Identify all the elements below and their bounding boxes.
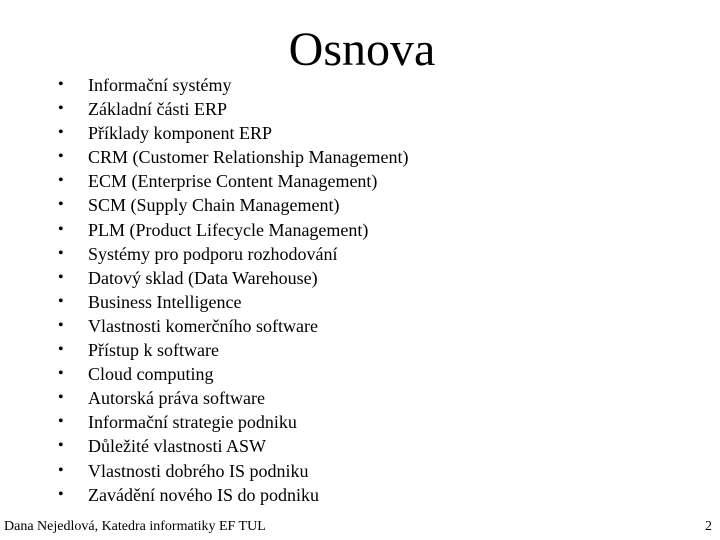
list-item-label: Autorská práva software bbox=[88, 388, 265, 409]
list-item-label: Příklady komponent ERP bbox=[88, 123, 272, 144]
bullet-dot-icon: • bbox=[58, 148, 64, 166]
list-item-label: Vlastnosti dobrého IS podniku bbox=[88, 460, 309, 481]
list-item-label: Informační systémy bbox=[88, 75, 232, 95]
list-item-label: Datový sklad (Data Warehouse) bbox=[88, 267, 318, 288]
footer-author: Dana Nejedlová, Katedra informatiky EF TUL bbox=[4, 519, 266, 534]
bullet-dot-icon: • bbox=[58, 365, 64, 383]
bullet-dot-icon: • bbox=[58, 172, 64, 190]
bullet-dot-icon: • bbox=[58, 124, 64, 142]
list-item bbox=[58, 97, 408, 121]
list-item bbox=[58, 266, 408, 290]
list-item bbox=[58, 145, 408, 169]
list-item-label: PLM (Product Lifecycle Management) bbox=[88, 219, 369, 240]
list-item-label: Základní části ERP bbox=[88, 99, 227, 120]
list-item-label: SCM (Supply Chain Management) bbox=[88, 195, 340, 216]
bullet-dot-icon: • bbox=[58, 76, 64, 93]
list-item bbox=[58, 483, 408, 507]
bullet-dot-icon: • bbox=[58, 244, 64, 262]
list-item-label: Vlastnosti komerčního software bbox=[88, 315, 318, 336]
slide-title-text: Osnova bbox=[288, 23, 436, 76]
bullet-dot-icon: • bbox=[58, 220, 64, 238]
bullet-dot-icon: • bbox=[58, 292, 64, 310]
list-item bbox=[58, 290, 408, 314]
bullet-list bbox=[58, 73, 408, 507]
list-item bbox=[58, 242, 408, 266]
list-item bbox=[58, 386, 408, 410]
bullet-dot-icon: • bbox=[58, 461, 64, 479]
list-item-label: Přístup k software bbox=[88, 340, 219, 361]
bullet-dot-icon: • bbox=[58, 341, 64, 359]
list-item bbox=[58, 314, 408, 338]
page-number: 2 bbox=[705, 519, 712, 534]
list-item-label: CRM (Customer Relationship Management) bbox=[88, 147, 409, 168]
list-item bbox=[58, 434, 408, 458]
list-item bbox=[58, 169, 408, 193]
slide-title bbox=[0, 22, 720, 78]
list-item-label: Informační strategie podniku bbox=[88, 412, 297, 433]
list-item bbox=[58, 193, 408, 217]
list-item-label: Business Intelligence bbox=[88, 291, 242, 312]
bullet-dot-icon: • bbox=[58, 100, 64, 118]
list-item-label: ECM (Enterprise Content Management) bbox=[88, 171, 378, 192]
list-item bbox=[58, 121, 408, 145]
list-item-label: Zavádění nového IS do podniku bbox=[88, 484, 319, 505]
list-item-label: Cloud computing bbox=[88, 364, 214, 385]
list-item-label: Systémy pro podporu rozhodování bbox=[88, 243, 338, 264]
bullet-dot-icon: • bbox=[58, 413, 64, 431]
bullet-dot-icon: • bbox=[58, 196, 64, 214]
list-item-label: Důležité vlastnosti ASW bbox=[88, 436, 266, 457]
bullet-dot-icon: • bbox=[58, 437, 64, 455]
list-item bbox=[58, 218, 408, 242]
bullet-dot-icon: • bbox=[58, 485, 64, 503]
list-item bbox=[58, 459, 408, 483]
list-item bbox=[58, 338, 408, 362]
list-item bbox=[58, 410, 408, 434]
bullet-dot-icon: • bbox=[58, 389, 64, 407]
bullet-dot-icon: • bbox=[58, 316, 64, 334]
list-item bbox=[58, 362, 408, 386]
bullet-dot-icon: • bbox=[58, 268, 64, 286]
list-item bbox=[58, 73, 408, 97]
